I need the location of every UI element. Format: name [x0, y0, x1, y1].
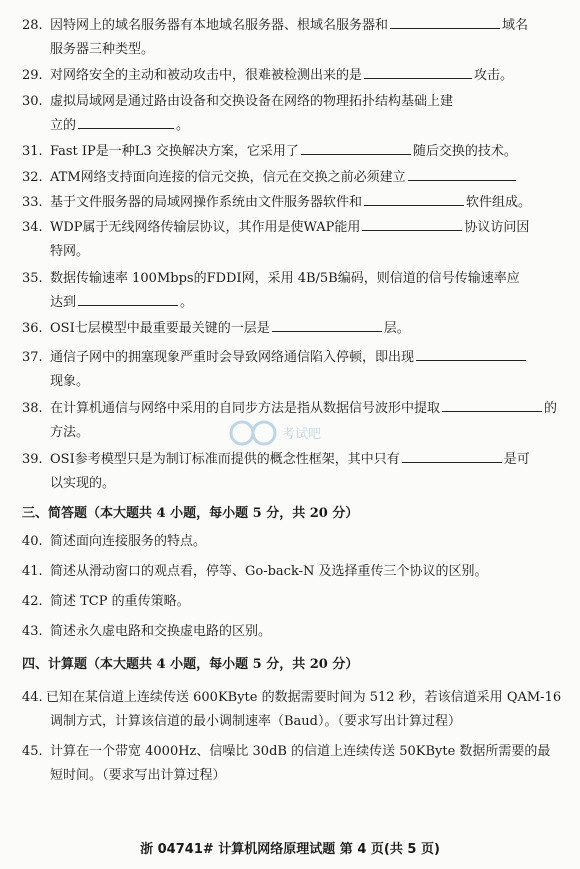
- question-text: Fast IP是一种L3 交换解决方案，它采用了: [50, 144, 299, 159]
- answer-blank: [402, 448, 502, 463]
- question-number: 30.: [22, 94, 43, 109]
- question-text-tail: 软件组成。: [466, 195, 532, 210]
- question-number: 31.: [22, 144, 43, 159]
- question-number: 42.: [22, 594, 43, 609]
- question-text-line2: 调制方式，计算该信道的最小调制速率（Baud）。（要求写出计算过程）: [50, 714, 461, 729]
- answer-blank: [364, 191, 464, 206]
- section-heading-short-answer: [22, 502, 358, 526]
- question-text-line2: 立的: [50, 118, 77, 133]
- question-text-line2: 以实现的。: [50, 476, 116, 491]
- question-text-tail: 层。: [383, 321, 410, 336]
- question-text: 简述从滑动窗口的观点看，停等、Go-back-N 及选择重传三个协议的区别。: [50, 564, 488, 579]
- answer-blank: [364, 64, 472, 79]
- question-text-tail: 域名: [502, 18, 529, 33]
- question-text: 已知在某信道上连续传送 600KByte 的数据需要时间为 512 秒，若该信道采用 QAM-16: [46, 690, 562, 705]
- question-text: 因特网上的域名服务器有本地域名服务器、根域名服务器和: [50, 18, 389, 33]
- question-text: ATM网络支持面向连接的信元交换，信元在交换之前必须建立: [50, 170, 406, 185]
- question-number: 44.: [22, 690, 43, 705]
- question-number: 39.: [22, 452, 43, 467]
- question-number: 40.: [22, 534, 43, 549]
- question-text: 通信子网中的拥塞现象严重时会导致网络通信陷入停顿，即出现: [50, 350, 415, 365]
- answer-blank: [362, 216, 462, 231]
- answer-blank: [78, 291, 178, 306]
- question-text-tail: 随后交换的技术。: [412, 144, 517, 159]
- answer-blank: [416, 346, 526, 361]
- question-number: 34.: [22, 220, 43, 235]
- answer-blank: [408, 166, 516, 181]
- watermark-logo-icon: [228, 418, 348, 448]
- question-number: 35.: [22, 271, 43, 286]
- question-text-tail: 协议访问因: [464, 220, 530, 235]
- section-title: 三、简答题: [22, 506, 88, 521]
- answer-blank: [272, 317, 382, 332]
- question-text-tail: 的: [544, 401, 558, 416]
- question-number: 37.: [22, 350, 43, 365]
- answer-blank: [442, 397, 542, 412]
- question-text-line2: 达到: [50, 295, 77, 310]
- section-note: （本大题共 4 小题，每小题 5 分，共 20 分）: [87, 657, 359, 672]
- question-text-line2: 服务器三种类型。: [50, 42, 155, 57]
- question-text: 基于文件服务器的局域网操作系统由文件服务器软件和: [50, 195, 363, 210]
- question-text-tail: 是可: [503, 452, 530, 467]
- question-text: 计算在一个带宽 4000Hz、信噪比 30dB 的信道上连续传送 50KByte 数据所需要的最: [50, 744, 551, 759]
- question-text-tail: 。: [176, 118, 190, 133]
- question-text-line2: 方法。: [50, 425, 90, 440]
- question-text-line2: 短时间。（要求写出计算过程）: [50, 768, 226, 783]
- question-number: 43.: [22, 624, 43, 639]
- page-footer: 浙 04741# 计算机网络原理试题 第 4 页(共 5 页): [140, 842, 440, 857]
- answer-blank: [78, 114, 174, 129]
- question-number: 41.: [22, 564, 43, 579]
- question-number: 29.: [22, 68, 43, 83]
- question-number: 28.: [22, 18, 43, 33]
- watermark-logo: [228, 418, 348, 448]
- question-text: OSI七层模型中最重要最关键的一层是: [50, 321, 270, 336]
- question-text: 在计算机通信与网络中采用的自同步方法是指从数据信号波形中提取: [50, 401, 441, 416]
- question-number: 32.: [22, 170, 43, 185]
- answer-blank: [390, 14, 500, 29]
- question-text-line2: 特网。: [50, 244, 90, 259]
- question-text: OSI参考模型只是为制订标准而提供的概念性框架，其中只有: [50, 452, 400, 467]
- question-text: 对网络安全的主动和被动攻击中，很难被检测出来的是: [50, 68, 363, 83]
- question-text-tail: 。: [180, 295, 194, 310]
- question-text: 简述面向连接服务的特点。: [50, 534, 207, 549]
- question-number: 38.: [22, 401, 43, 416]
- question-text: WDP属于无线网络传输层协议，其作用是使WAP能用: [50, 220, 361, 235]
- section-title: 四、计算题: [22, 657, 88, 672]
- question-number: 33.: [22, 195, 43, 210]
- question-number: 36.: [22, 321, 43, 336]
- question-text: 简述永久虚电路和交换虚电路的区别。: [50, 624, 272, 639]
- section-note: （本大题共 4 小题，每小题 5 分，共 20 分）: [87, 506, 359, 521]
- watermark-text: 考试吧: [282, 427, 322, 442]
- section-heading-calculation: [22, 653, 358, 677]
- question-number: 45.: [22, 744, 43, 759]
- question-text: 简述 TCP 的重传策略。: [50, 594, 190, 609]
- question-text-line2: 现象。: [50, 374, 90, 389]
- answer-blank: [301, 140, 411, 155]
- question-text-tail: 攻击。: [474, 68, 514, 83]
- question-text: 数据传输速率 100Mbps的FDDI网，采用 4B/5B编码，则信道的信号传输速率应: [50, 271, 520, 286]
- question-text: 虚拟局域网是通过路由设备和交换设备在网络的物理拓扑结构基础上建: [50, 94, 454, 109]
